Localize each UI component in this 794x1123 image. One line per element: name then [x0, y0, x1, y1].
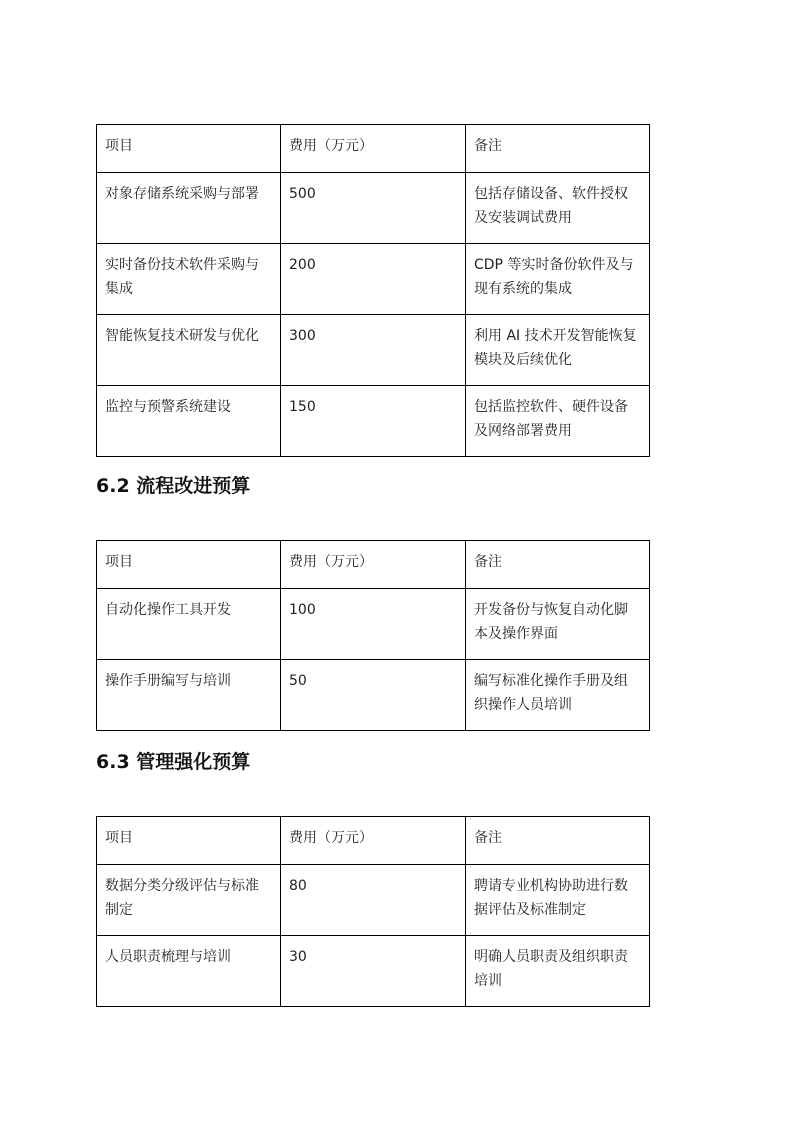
- header-note: 备注: [466, 125, 650, 173]
- header-note: 备注: [466, 541, 650, 589]
- table-row: [97, 173, 650, 244]
- table-header-row: [97, 125, 650, 173]
- table-row: [97, 865, 650, 936]
- cell-item: 人员职责梳理与培训: [97, 936, 281, 1007]
- cell-note: 明确人员职责及组织职责培训: [466, 936, 650, 1007]
- cell-cost: 100: [281, 589, 466, 660]
- tech-budget-table: [96, 124, 650, 457]
- process-budget-table: [96, 540, 650, 731]
- cell-note: 聘请专业机构协助进行数据评估及标准制定: [466, 865, 650, 936]
- cell-note: CDP 等实时备份软件及与现有系统的集成: [466, 244, 650, 315]
- cell-cost: 500: [281, 173, 466, 244]
- table-header-row: [97, 817, 650, 865]
- cell-cost: 300: [281, 315, 466, 386]
- cell-item: 监控与预警系统建设: [97, 386, 281, 457]
- cell-item: 数据分类分级评估与标准制定: [97, 865, 281, 936]
- header-cost: 费用（万元）: [281, 541, 466, 589]
- cell-item: 实时备份技术软件采购与集成: [97, 244, 281, 315]
- cell-note: 利用 AI 技术开发智能恢复模块及后续优化: [466, 315, 650, 386]
- table-row: [97, 936, 650, 1007]
- cell-note: 包括存储设备、软件授权及安装调试费用: [466, 173, 650, 244]
- table-header-row: [97, 541, 650, 589]
- cell-note: 包括监控软件、硬件设备及网络部署费用: [466, 386, 650, 457]
- table-row: [97, 386, 650, 457]
- cell-item: 自动化操作工具开发: [97, 589, 281, 660]
- management-budget-table: [96, 816, 650, 1007]
- header-cost: 费用（万元）: [281, 125, 466, 173]
- header-item: 项目: [97, 541, 281, 589]
- table-row: [97, 315, 650, 386]
- header-item: 项目: [97, 817, 281, 865]
- header-item: 项目: [97, 125, 281, 173]
- header-cost: 费用（万元）: [281, 817, 466, 865]
- header-note: 备注: [466, 817, 650, 865]
- cell-cost: 200: [281, 244, 466, 315]
- cell-cost: 50: [281, 660, 466, 731]
- cell-cost: 150: [281, 386, 466, 457]
- cell-item: 智能恢复技术研发与优化: [97, 315, 281, 386]
- section-heading-6-2: 6.2 流程改进预算: [96, 475, 251, 497]
- cell-cost: 30: [281, 936, 466, 1007]
- table-row: [97, 660, 650, 731]
- section-heading-6-3: 6.3 管理强化预算: [96, 751, 251, 773]
- table-row: [97, 244, 650, 315]
- cell-item: 对象存储系统采购与部署: [97, 173, 281, 244]
- cell-cost: 80: [281, 865, 466, 936]
- cell-note: 编写标准化操作手册及组织操作人员培训: [466, 660, 650, 731]
- cell-note: 开发备份与恢复自动化脚本及操作界面: [466, 589, 650, 660]
- table-row: [97, 589, 650, 660]
- cell-item: 操作手册编写与培训: [97, 660, 281, 731]
